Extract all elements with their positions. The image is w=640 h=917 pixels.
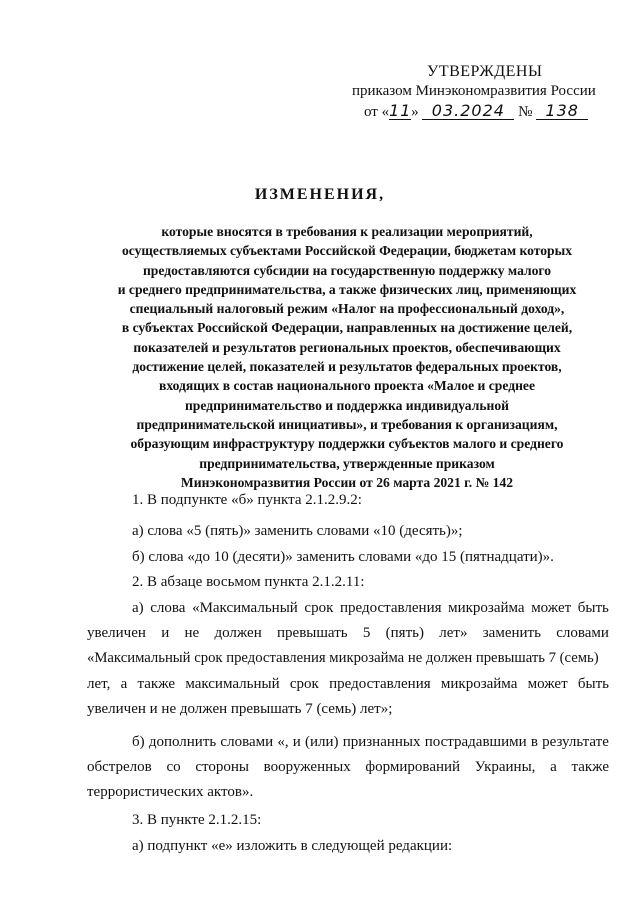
word: предоставления — [339, 600, 442, 616]
subtitle-line: входящих в состав национального проекта «Малое и среднее — [158, 378, 535, 394]
number-label: № — [518, 104, 533, 120]
word: срок — [304, 600, 334, 616]
word: также — [137, 676, 176, 692]
subtitle-line: предпринимательства, утвержденные приказом — [199, 455, 495, 471]
paragraph-3a: а) подпункт «е» изложить в следующей редакции: — [132, 838, 453, 854]
word: лет» — [439, 625, 468, 641]
word: срок — [289, 676, 319, 692]
paragraph-1: 1. В подпункте «б» пункта 2.1.2.9.2: — [132, 492, 362, 508]
subtitle-line: специальный налоговый режим «Налог на профессиональный доход», — [129, 301, 565, 317]
word: (или) — [304, 734, 339, 750]
paragraph-2b-line-3: террористических актов». — [87, 784, 254, 800]
date-day-handwritten: 11 — [389, 101, 412, 120]
subtitle-line: показателей и результатов региональных проектов, обеспечивающих — [133, 339, 561, 355]
subtitle-line: в субъектах Российской Федерации, направленных на достижение целей, — [121, 320, 573, 336]
paragraph-3: 3. В пункте 2.1.2.15: — [132, 812, 262, 828]
approval-date-line — [364, 102, 588, 122]
word: заменить — [482, 625, 541, 641]
word: быть — [577, 600, 609, 616]
word: может — [531, 600, 572, 616]
word: результате — [542, 734, 609, 750]
word: микрозайма — [440, 676, 518, 692]
word: и — [292, 734, 301, 750]
subtitle-line: образующим инфраструктуру поддержки субъектов малого и среднего — [130, 436, 564, 452]
subtitle-line: осуществляемых субъектами Российской Федерации, бюджетам которых — [121, 243, 573, 259]
document-heading: ИЗМЕНЕНИЯ, — [254, 186, 386, 203]
paragraph-1b: б) слова «до 10 (десяти)» заменить словами «до 15 (пятнадцати)». — [132, 549, 554, 565]
date-month-year-handwritten: 03.2024 — [422, 102, 514, 120]
word: б) — [132, 734, 145, 750]
paragraph-1a: а) слова «5 (пять)» заменить словами «10 (десять)»; — [132, 523, 463, 539]
word: со — [166, 759, 181, 775]
word: может — [527, 676, 568, 692]
paragraph-2a-line-1 — [132, 600, 609, 617]
word: вооруженных — [263, 759, 351, 775]
subtitle-line: и среднего предпринимательства, а также физических лиц, применяющих — [117, 281, 577, 297]
word: 5 — [362, 625, 371, 641]
word: также — [571, 759, 609, 775]
word: в — [530, 734, 538, 750]
word: «Максимальный — [192, 600, 298, 616]
word: признанных — [342, 734, 421, 750]
approval-title: УТВЕРЖДЕНЫ — [427, 63, 543, 80]
word: и — [161, 625, 170, 641]
subtitle-line: которые вносятся в требования к реализации мероприятий, — [161, 224, 533, 239]
subtitle-line: предпринимательской инициативы», и требования к организациям, — [136, 416, 558, 432]
word: а) — [132, 600, 144, 616]
word: увеличен — [87, 625, 146, 641]
word: не — [184, 625, 200, 641]
document-subtitle — [82, 222, 612, 492]
subtitle-line: предпринимательство и поддержка индивидуальной — [184, 397, 510, 413]
word: микрозайма — [448, 600, 525, 616]
word: Украины, — [474, 759, 536, 775]
word: быть — [577, 676, 609, 692]
subtitle-line: Минэкономразвития России от 26 марта 2021 г. № 142 — [180, 474, 514, 490]
word: а — [550, 759, 557, 775]
paragraph-2b-line-1 — [132, 734, 609, 751]
order-number-handwritten: 138 — [536, 102, 588, 120]
word: а — [120, 676, 128, 692]
word: превышать — [277, 625, 348, 641]
paragraph-2a-line-5: увеличен и не должен превышать 7 (семь) лет»; — [87, 701, 393, 717]
paragraph-2: 2. В абзаце восьмом пункта 2.1.2.11: — [132, 574, 365, 590]
word: «, — [277, 734, 289, 750]
paragraph-2a-line-2 — [87, 625, 609, 642]
word: дополнить — [148, 734, 217, 750]
word: словами — [556, 625, 609, 641]
word: (пять) — [385, 625, 424, 641]
word: обстрелов — [87, 759, 152, 775]
word: предоставления — [329, 676, 431, 692]
word: максимальный — [185, 676, 280, 692]
subtitle-line: предоставляются субсидии на государственную поддержку малого — [142, 262, 552, 278]
word: стороны — [195, 759, 249, 775]
date-mid: » — [411, 104, 419, 120]
word: лет, — [87, 676, 111, 692]
word: словами — [220, 734, 274, 750]
paragraph-2a-line-3: «Максимальный срок предоставления микрозайма не должен превышать 7 (семь) — [87, 650, 599, 666]
paragraph-2b-line-2 — [87, 759, 609, 776]
approval-order-line: приказом Минэкономразвития России — [352, 83, 596, 99]
word: пострадавшими — [424, 734, 527, 750]
date-prefix: от « — [364, 104, 390, 120]
paragraph-2a-line-4 — [87, 676, 609, 693]
word: должен — [214, 625, 262, 641]
word: слова — [150, 600, 186, 616]
subtitle-line: достижение целей, показателей и результатов федеральных проектов, — [132, 359, 562, 375]
word: формирований — [365, 759, 461, 775]
